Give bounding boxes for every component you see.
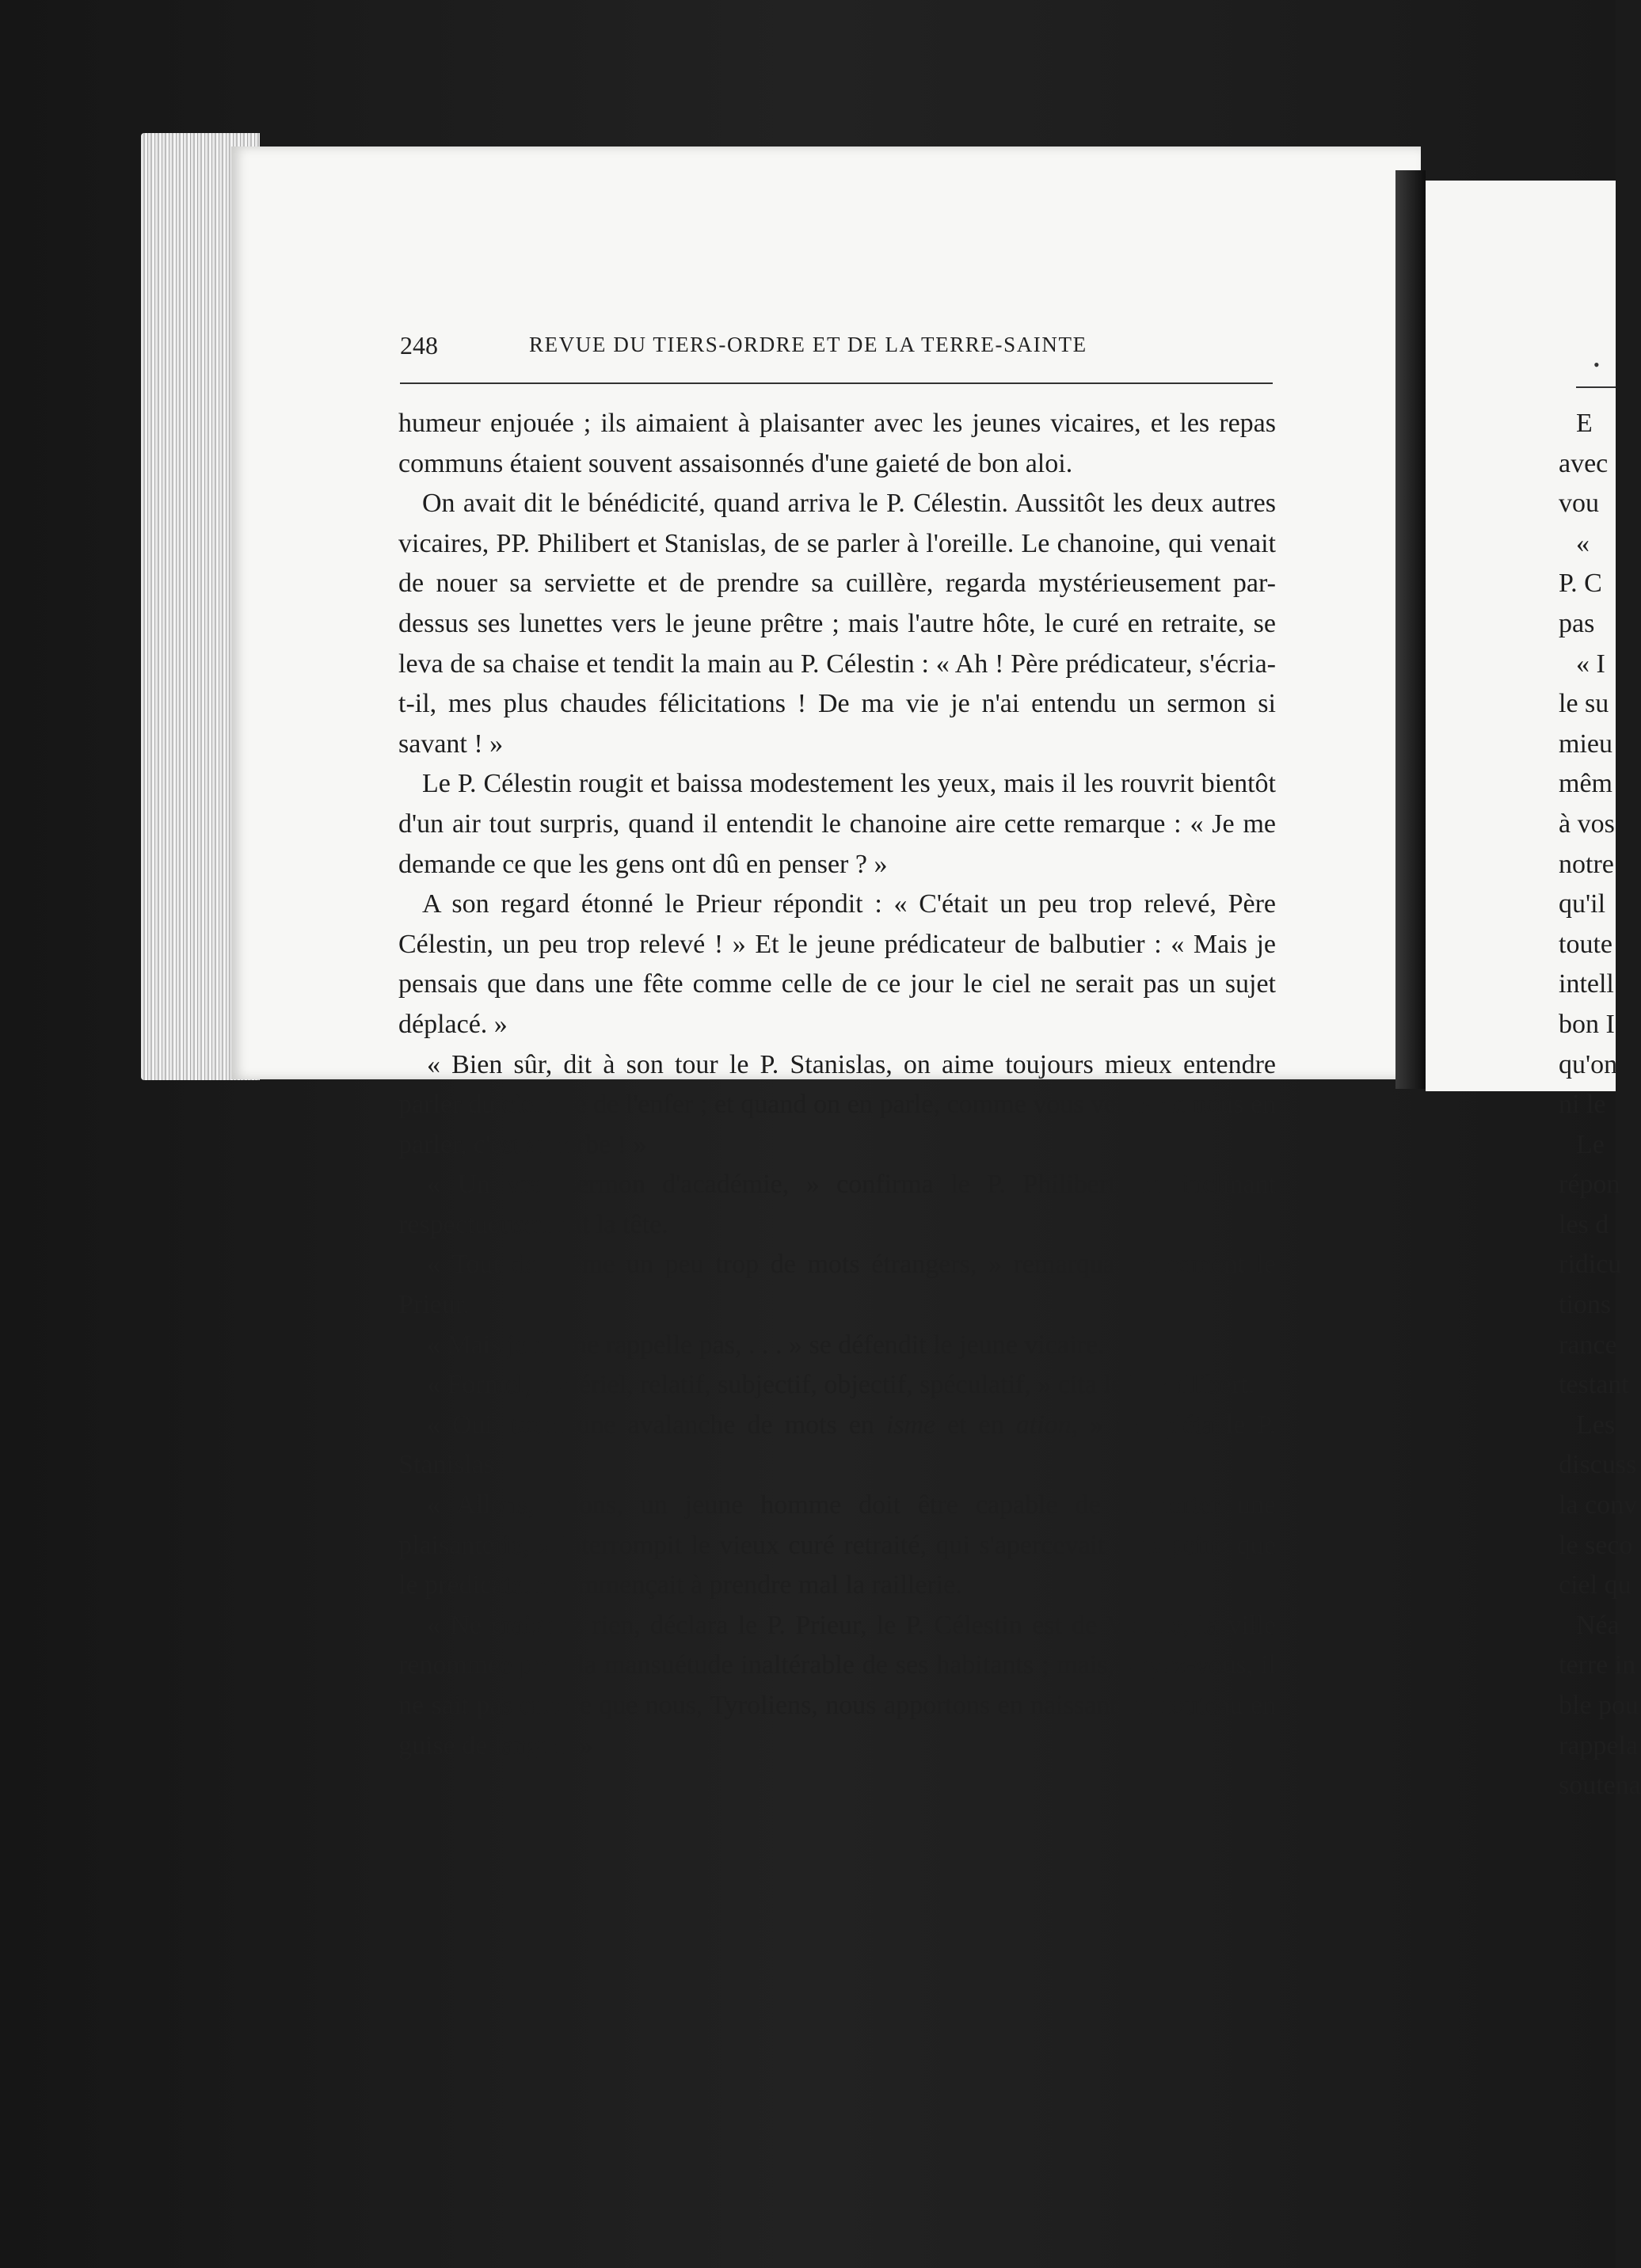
right-page-line: P. C [1559, 569, 1602, 599]
paragraph: Le P. Célestin rougit et baissa modestement les yeux, mais il les rouvrit bientôt d'un air tout surpris, quand il entendit le chanoine aire cette remarque : « Je me demande ce que les gens ont dû en penser ? » [398, 769, 1276, 879]
right-page-line: le seco [1559, 1530, 1633, 1560]
right-page-line: Néa [1576, 1610, 1620, 1640]
right-page-line: terre in [1559, 1650, 1636, 1680]
right-page-line: intell [1559, 969, 1614, 999]
right-page-line: toute [1559, 929, 1612, 959]
right-header-rule [1576, 386, 1616, 388]
right-page-line: mêm [1559, 769, 1612, 799]
right-page-line: les d [1559, 1209, 1609, 1239]
right-page-line: E [1576, 409, 1593, 438]
paragraph-text: , » compléta le P. Stanislas [398, 1410, 1276, 1480]
right-page-line: ble pou [1559, 1691, 1639, 1720]
right-page-line: répon [1559, 1170, 1620, 1200]
right-page-line: rance [1559, 1330, 1617, 1360]
paragraph: « Bien sûr, dit à son tour le P. Stanislas, on aime toujours mieux entendre parler du ciel que de l'enfer ; et quand on en parle, comme vous venez de nous en parler, c'est superbe ! » [398, 1049, 1276, 1159]
right-page-line: ridicu [1559, 1250, 1622, 1280]
right-page-line: avec [1559, 448, 1609, 478]
right-page-line: mieu [1559, 729, 1612, 759]
right-page-line: pas [1559, 608, 1595, 638]
right-page-line: Le [1576, 1129, 1605, 1159]
running-head [400, 331, 1275, 363]
right-page-line: rappela [1559, 1730, 1639, 1760]
right-page-text-fragments [1559, 404, 1641, 1806]
right-page-line: tions [1559, 1290, 1612, 1320]
paragraph: « Ne craignez rien, déclara le P. Prieur, le P. Célestin est de Vienne, la ville renommée pour la mansuétude inaltérable de ses habitants ; mais, voyez-vous, il ne sait pas encore que nous, Tyroliens, nous apportons en naissant un couteau en guise de langue. » [398, 1610, 1276, 1760]
paragraph-text: et en [935, 1410, 1016, 1440]
right-page-line: Les [1576, 1410, 1616, 1440]
paragraph: « Allons, allons, un jeune homme doit être capable de supporter une plaisanterie, » interrompit le vieux curé retraité, qui s'apercevait sans peine que le prédicateur commençait à prendre mal la raillerie. [398, 1490, 1276, 1600]
right-page-line: discuss [1559, 1450, 1637, 1480]
paragraph-text: « Oui, toute une avalanche de mots en [427, 1410, 886, 1440]
right-page-line: ciel qu [1559, 1570, 1631, 1600]
right-page-line: la conv [1559, 1490, 1638, 1520]
right-page-line: « I [1576, 649, 1605, 679]
right-page-line: le su [1559, 689, 1609, 719]
right-page-line: à vos [1559, 809, 1615, 839]
paragraph: « Mais je ne me rappelle pas, . . . » se défendit le jeune vicaire. [427, 1330, 1105, 1360]
right-page-line: bon I [1559, 1009, 1615, 1039]
paragraph [398, 1406, 1276, 1486]
right-page-line: « [1576, 528, 1590, 558]
right-page-line: qu'on [1559, 1049, 1618, 1079]
right-page-line: vou [1559, 489, 1599, 519]
journal-title: REVUE DU TIERS-ORDRE ET DE LA TERRE-SAINTE [529, 333, 1087, 356]
page-number: 248 [400, 331, 438, 360]
right-page-line: testant [1559, 1370, 1629, 1400]
paragraph: humeur enjouée ; ils aimaient à plaisanter avec les jeunes vicaires, et les repas communs étaient souvent assaisonnés d'une gaieté de bon aloi. [398, 409, 1276, 478]
right-page-line: soutena [1559, 1771, 1641, 1801]
right-page-line: notre [1559, 849, 1614, 879]
paragraph: « Un vrai sermon d'académie, » confirma le P. Philibert, en inclinant respectueusement la tête. [398, 1170, 1276, 1239]
book-gutter [1395, 170, 1426, 1089]
body-text [398, 404, 1276, 1766]
right-page-mark: • [1593, 355, 1600, 375]
right-page-line: ni le [1559, 1090, 1606, 1120]
paragraph: A son regard étonné le Prieur répondit : « C'était un peu trop relevé, Père Célestin, un peu trop relevé ! » Et le jeune prédicateur de balbutier : « Mais je pensais que dans une fête comme celle de ce jour le ciel ne serait pas un sujet déplacé. » [398, 889, 1276, 1039]
italic-term: ation [1015, 1410, 1072, 1440]
right-page-line: qu'il [1559, 889, 1606, 919]
paragraph: « Formel, matériel, relatif, subjectif, objectif, spéculatif, » cita le P. Philibert. [427, 1370, 1255, 1400]
header-rule [400, 382, 1273, 384]
paragraph: On avait dit le bénédicité, quand arriva le P. Célestin. Aussitôt les deux autres vicaires, PP. Philibert et Stanislas, de se parler à l'oreille. Le chanoine, qui venait de nouer sa serviette et de prendre sa cuillère, regarda mystérieusement par-dessus ses lunettes vers le jeune prêtre ; mais l'autre hôte, le curé en retraite, se leva de sa chaise et tendit la main au P. Célestin : « Ah ! Père prédicateur, s'écria-t-il, mes plus chaudes félicitations ! De ma vie je n'ai entendu un sermon si savant ! » [398, 489, 1276, 759]
paragraph: « Tout de même un peu trop de mots étrangers, » remarqua doucement le Prieur. [398, 1250, 1276, 1320]
italic-term: isme [885, 1410, 936, 1440]
